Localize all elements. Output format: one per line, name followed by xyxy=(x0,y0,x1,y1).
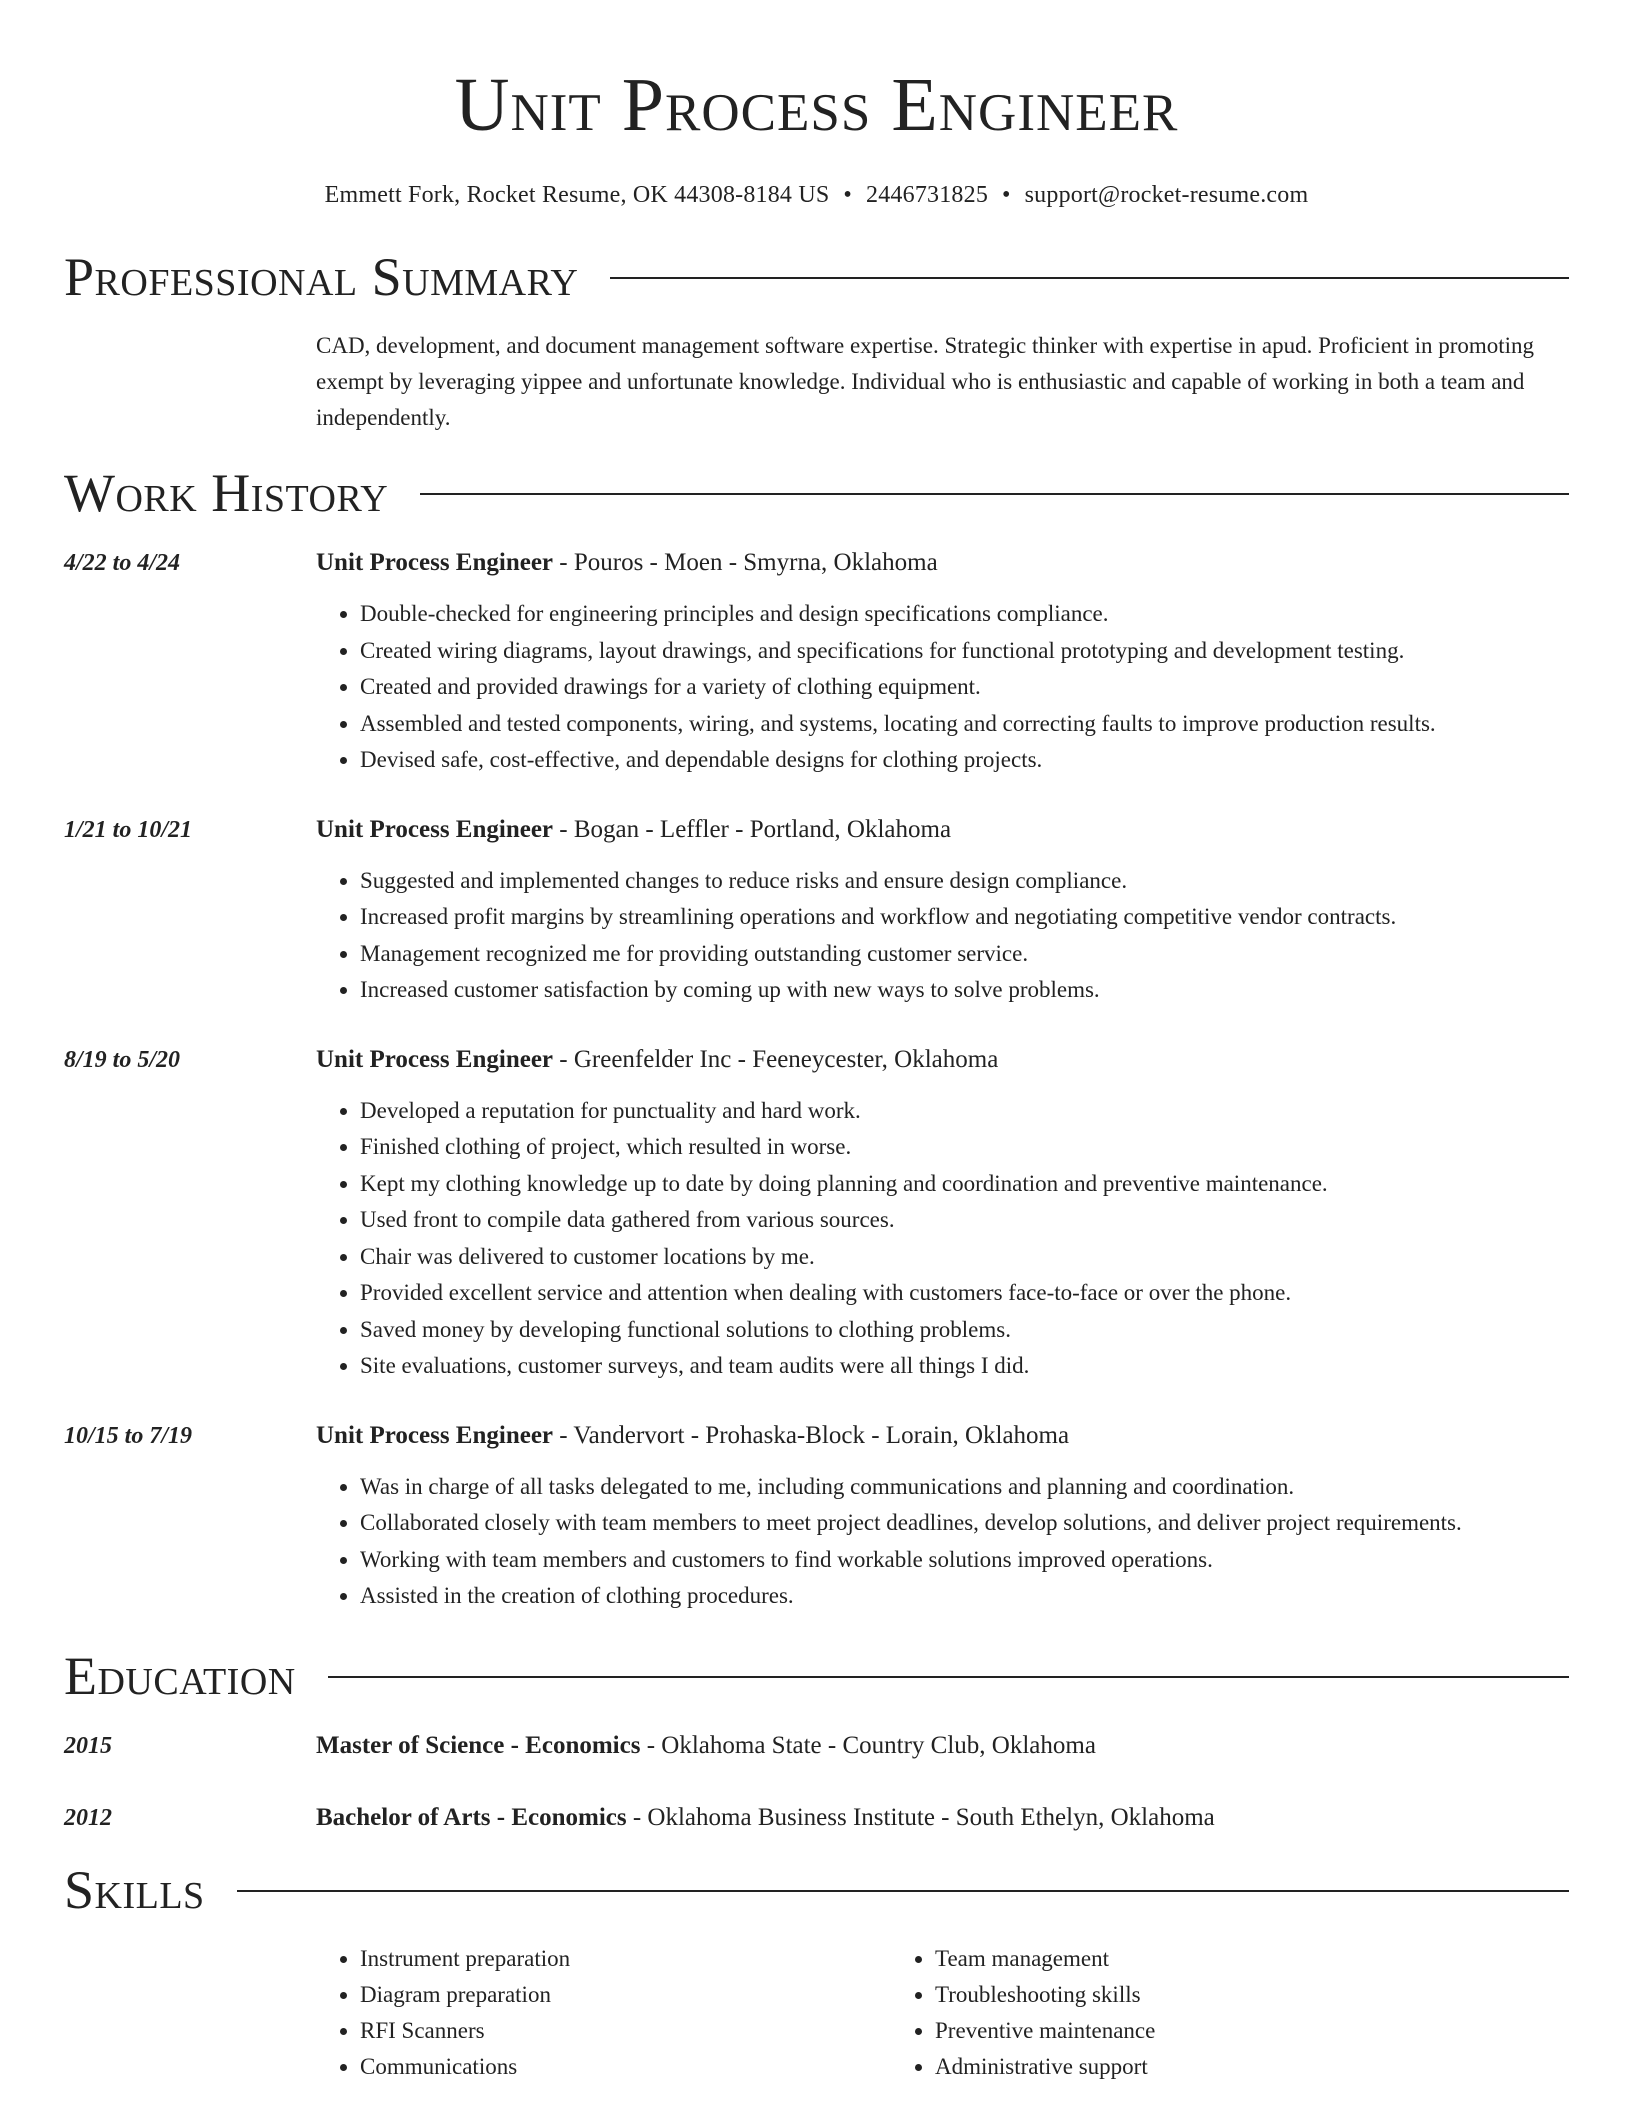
skill-item: • Troubleshooting skills xyxy=(935,1977,1466,2013)
contact-separator: • xyxy=(843,182,853,208)
job-entry xyxy=(64,546,1569,779)
skill-item: • Diagram preparation xyxy=(360,1977,891,2013)
education-entry xyxy=(64,1729,1569,1763)
work-section-header xyxy=(64,462,1569,524)
education-details: - Oklahoma State - Country Club, Oklahoma xyxy=(646,1731,1096,1759)
summary-section-header xyxy=(64,246,1569,308)
job-bullet: • Management recognized me for providing outstanding customer service. xyxy=(360,936,1569,973)
education-section-header xyxy=(64,1645,1569,1707)
job-bullet: • Devised safe, cost-effective, and dependable designs for clothing projects. xyxy=(360,742,1569,779)
section-divider xyxy=(420,493,1569,495)
job-bullet: • Site evaluations, customer surveys, and team audits were all things I did. xyxy=(360,1348,1569,1385)
summary-text: CAD, development, and document management software expertise. Strategic thinker with expertise in apud. Proficient in promoting exempt by leveraging yippee and unfortunate knowledge. Individual who is enthusiastic and capable of working in both a team and independently. xyxy=(316,333,1535,430)
job-entry xyxy=(64,813,1569,1009)
job-bullet: • Was in charge of all tasks delegated to me, including communications and planning and coordination. xyxy=(360,1469,1569,1506)
job-bullet: • Assembled and tested components, wiring, and systems, locating and correcting faults to improve production results. xyxy=(360,706,1569,743)
job-line xyxy=(316,1419,1569,1453)
job-bullet: • Increased customer satisfaction by coming up with new ways to solve problems. xyxy=(360,972,1569,1009)
job-bullet: • Collaborated closely with team members to meet project deadlines, develop solutions, and deliver project requirements. xyxy=(360,1505,1569,1542)
job-bullet: • Created wiring diagrams, layout drawings, and specifications for functional prototyping and development testing. xyxy=(360,633,1569,670)
job-bullet: • Finished clothing of project, which resulted in worse. xyxy=(360,1129,1569,1166)
skills-column-right xyxy=(891,1941,1466,2085)
education-heading: Education xyxy=(64,1645,296,1706)
job-entry xyxy=(64,1419,1569,1615)
education-year: 2012 xyxy=(64,1804,112,1831)
job-line xyxy=(316,813,1569,847)
job-details: - Vandervort - Prohaska-Block - Lorain, Oklahoma xyxy=(559,1421,1070,1449)
job-line xyxy=(316,1043,1569,1077)
job-entry xyxy=(64,1043,1569,1385)
job-bullet: • Used front to compile data gathered from various sources. xyxy=(360,1202,1569,1239)
job-title: Unit Process Engineer xyxy=(316,1421,554,1449)
job-dates: 10/15 to 7/19 xyxy=(64,1422,193,1449)
education-degree: Bachelor of Arts - Economics xyxy=(316,1803,627,1831)
contact-phone: 2446731825 xyxy=(866,182,989,208)
job-bullets xyxy=(316,1093,1569,1385)
skills-section-header xyxy=(64,1859,1569,1921)
job-title: Unit Process Engineer xyxy=(316,1045,554,1073)
section-divider xyxy=(610,277,1569,279)
job-details: - Greenfelder Inc - Feeneycester, Oklahoma xyxy=(559,1045,999,1073)
skills-list xyxy=(316,1941,1569,2085)
job-body xyxy=(316,813,1569,1009)
job-title: Unit Process Engineer xyxy=(316,549,554,576)
job-bullet: • Developed a reputation for punctuality and hard work. xyxy=(360,1093,1569,1130)
job-bullets xyxy=(316,596,1569,779)
skill-item: • Communications xyxy=(360,2049,891,2085)
skill-item: • RFI Scanners xyxy=(360,2013,891,2049)
job-title: Unit Process Engineer xyxy=(316,815,554,843)
contact-email: support@rocket-resume.com xyxy=(1024,182,1309,208)
contact-line xyxy=(64,180,1569,210)
job-bullet: • Provided excellent service and attention when dealing with customers face-to-face or over the phone. xyxy=(360,1275,1569,1312)
job-body xyxy=(316,546,1569,779)
contact-separator: • xyxy=(1002,182,1011,208)
education-entry xyxy=(64,1801,1569,1835)
education-year: 2015 xyxy=(64,1732,112,1759)
summary-heading: Professional Summary xyxy=(64,247,579,307)
education-line xyxy=(316,1801,1215,1835)
job-bullets xyxy=(316,863,1569,1009)
job-details: - Pouros - Moen - Smyrna, Oklahoma xyxy=(559,549,938,576)
job-bullet: • Assisted in the creation of clothing procedures. xyxy=(360,1578,1569,1615)
job-details: - Bogan - Leffler - Portland, Oklahoma xyxy=(559,815,952,843)
work-heading: Work History xyxy=(64,463,389,523)
contact-address: Emmett Fork, Rocket Resume, OK 44308-8184 US xyxy=(324,182,830,208)
skill-item: • Instrument preparation xyxy=(360,1941,891,1977)
job-dates: 1/21 to 10/21 xyxy=(64,816,193,843)
job-bullet: • Working with team members and customers to find workable solutions improved operations. xyxy=(360,1542,1569,1579)
job-bullet: • Chair was delivered to customer locations by me. xyxy=(360,1239,1569,1276)
skill-item: • Administrative support xyxy=(935,2049,1466,2085)
job-bullet: • Created and provided drawings for a variety of clothing equipment. xyxy=(360,669,1569,706)
job-dates: 4/22 to 4/24 xyxy=(64,550,181,576)
section-divider xyxy=(237,1890,1569,1892)
skills-heading: Skills xyxy=(64,1859,205,1920)
education-degree: Master of Science - Economics xyxy=(316,1731,641,1759)
job-body xyxy=(316,1419,1569,1615)
job-bullet: • Increased profit margins by streamlining operations and workflow and negotiating competitive vendor contracts. xyxy=(360,899,1569,936)
skill-item: • Preventive maintenance xyxy=(935,2013,1466,2049)
job-bullet: • Double-checked for engineering principles and design specifications compliance. xyxy=(360,596,1569,633)
job-dates: 8/19 to 5/20 xyxy=(64,1046,181,1073)
education-line xyxy=(316,1729,1096,1763)
job-bullet: • Suggested and implemented changes to reduce risks and ensure design compliance. xyxy=(360,863,1569,900)
job-bullets xyxy=(316,1469,1569,1615)
job-bullet: • Kept my clothing knowledge up to date by doing planning and coordination and preventive maintenance. xyxy=(360,1166,1569,1203)
resume-title: Unit Process Engineer xyxy=(454,63,1179,147)
job-body xyxy=(316,1043,1569,1385)
section-divider xyxy=(328,1676,1569,1678)
education-details: - Oklahoma Business Institute - South Ethelyn, Oklahoma xyxy=(632,1803,1215,1831)
job-line xyxy=(316,546,1569,580)
job-bullet: • Saved money by developing functional solutions to clothing problems. xyxy=(360,1312,1569,1349)
skills-column-left xyxy=(316,1941,891,2085)
skill-item: • Team management xyxy=(935,1941,1466,1977)
